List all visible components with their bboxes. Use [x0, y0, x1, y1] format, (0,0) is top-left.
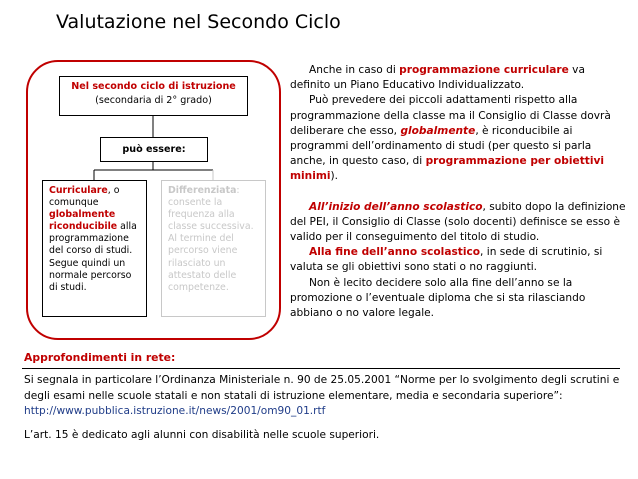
right-text-1: : consente la frequenza alla classe successiva. Al termine del percorso viene rilasciato un attestato delle competenze.: [168, 185, 254, 293]
ordinance-link[interactable]: http://www.pubblica.istruzione.it/news/2001/om90_01.rtf: [24, 405, 326, 417]
diagram-head-box: [59, 76, 248, 116]
p2-highlight-2: programmazione per obiettivi minimi: [290, 155, 605, 183]
p2-text-c: , è riconducibile ai programmi dell’ordinamento di studi (per questo si parla anche, in questo caso, di: [290, 124, 592, 168]
diagram-mid-box: può essere:: [100, 137, 208, 162]
paragraph-4: [290, 245, 626, 275]
bottom-paragraph-1: [24, 373, 622, 420]
left-text-2: alla programmazione del corso di studi. Segue quindi un normale percorso di studi.: [49, 221, 137, 293]
p1-highlight: programmazione curriculare: [399, 64, 569, 76]
diagram-right-box: [161, 180, 266, 317]
p3-highlight: All’inizio dell’anno scolastico: [309, 200, 483, 213]
p3-text-b: , subito dopo la definizione del PEI, il Consiglio di Classe (solo docenti) definisce se esso è valido per il conseguimento del titolo di studio.: [290, 200, 626, 244]
paragraph-3: [290, 200, 626, 246]
p1-text-c: va definito un Piano Educativo Individualizzato.: [290, 64, 585, 92]
left-keyword-2: globalmente riconducibile: [49, 209, 118, 233]
p4-text-b: , in sede di scrutinio, si valuta se gli obiettivi sono stati o no raggiunti.: [290, 246, 603, 274]
paragraph-5: Non è lecito decidere solo alla fine dell’anno se la promozione o l’eventuale diploma che si sta rilasciando abbiano o no valore legale.: [290, 276, 586, 320]
head-line1: Nel secondo ciclo di istruzione: [71, 81, 236, 92]
paragraph-1: [290, 63, 626, 93]
section-heading: Approfondimenti in rete:: [24, 351, 176, 364]
p2-text-a: Può prevedere dei piccoli adattamenti rispetto alla programmazione della classe ma il Consiglio di Classe dovrà deliberare che esso,: [290, 94, 611, 137]
p4-highlight: Alla fine dell’anno scolastico: [309, 246, 481, 259]
head-line2: (secondaria di 2° grado): [95, 95, 212, 106]
right-keyword-1: Differenziata: [168, 185, 237, 196]
page-title: Valutazione nel Secondo Ciclo: [56, 11, 341, 33]
left-text-1: , o comunque: [49, 185, 120, 209]
bottom-text: [24, 373, 622, 443]
divider: [22, 368, 620, 369]
bottom-text-a: Si segnala in particolare l’Ordinanza Ministeriale n. 90 de 25.05.2001 “Norme per lo svolgimento degli scrutini e degli esami nelle scuole statali e non statali di istruzione elementare, media e secondaria superiore”:: [24, 374, 620, 402]
diagram-left-box: [42, 180, 147, 317]
left-keyword-1: Curriculare: [49, 185, 108, 196]
right-column-text: [290, 63, 626, 321]
paragraph-2: [290, 93, 626, 184]
bottom-paragraph-2: L’art. 15 è dedicato agli alunni con disabilità nelle scuole superiori.: [24, 428, 380, 441]
p1-text-a: Anche in caso di: [309, 64, 400, 76]
p2-text-e: ).: [330, 170, 339, 183]
p2-highlight-1: globalmente: [400, 124, 476, 137]
